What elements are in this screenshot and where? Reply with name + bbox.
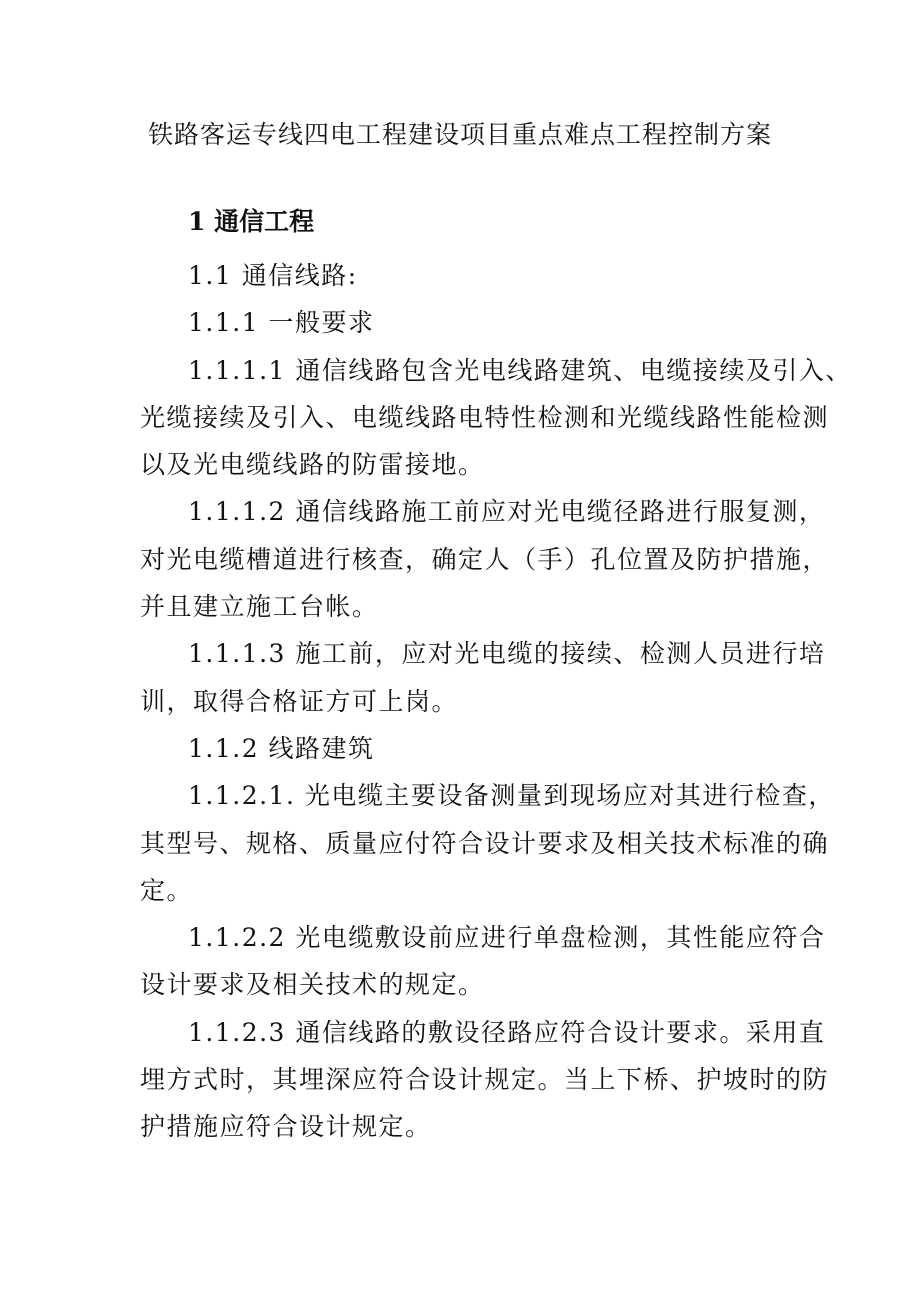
paragraph: [140, 725, 790, 772]
paragraph-line: 定。: [140, 875, 194, 905]
paragraph: [140, 299, 790, 346]
paragraph-line: 埋方式时，其埋深应符合设计规定。当上下桥、护坡时的防: [140, 1065, 830, 1095]
paragraph: [140, 252, 790, 299]
section-heading: 1 通信工程: [188, 207, 315, 236]
paragraph-line: 1.1.2.2 光电缆敷设前应进行单盘检测，其性能应符合: [188, 923, 826, 953]
document-title: 铁路客运专线四电工程建设项目重点难点工程控制方案: [147, 120, 772, 149]
paragraph-line: 护措施应符合设计规定。: [140, 1112, 432, 1142]
paragraph-line: 1.1.2.1. 光电缆主要设备测量到现场应对其进行检查，: [188, 781, 835, 811]
paragraph-line: 对光电缆槽道进行核查，确定人（手）孔位置及防护措施，: [140, 544, 830, 574]
paragraph-line: 1.1 通信线路:: [188, 261, 358, 290]
paragraph: [140, 914, 826, 1009]
paragraph-line: 1.1.1 一般要求: [188, 308, 375, 338]
paragraph: [140, 488, 830, 630]
paragraph-line: 1.1.1.3 施工前，应对光电缆的接续、检测人员进行培: [188, 639, 826, 669]
paragraph-line: 1.1.2 线路建筑: [188, 733, 375, 763]
document-body: [140, 252, 852, 1151]
paragraph: [140, 347, 852, 489]
paragraph: [140, 772, 835, 914]
paragraph: [140, 630, 826, 725]
paragraph-line: 1.1.1.2 通信线路施工前应对光电缆径路进行服复测，: [188, 497, 826, 527]
paragraph-line: 1.1.1.1 通信线路包含光电线路建筑、电缆接续及引入、: [188, 355, 852, 385]
paragraph-line: 1.1.2.3 通信线路的敷设径路应符合设计要求。采用直: [188, 1017, 826, 1047]
paragraph-line: 训，取得合格证方可上岗。: [140, 686, 459, 716]
paragraph: [140, 1009, 830, 1151]
paragraph-line: 以及光电缆线路的防雷接地。: [140, 450, 485, 480]
paragraph-line: 并且建立施工台帐。: [140, 592, 379, 622]
paragraph-line: 其型号、规格、质量应付符合设计要求及相关技术标准的确: [140, 828, 830, 858]
paragraph-line: 设计要求及相关技术的规定。: [140, 970, 485, 1000]
paragraph-line: 光缆接续及引入、电缆线路电特性检测和光缆线路性能检测: [140, 402, 830, 432]
